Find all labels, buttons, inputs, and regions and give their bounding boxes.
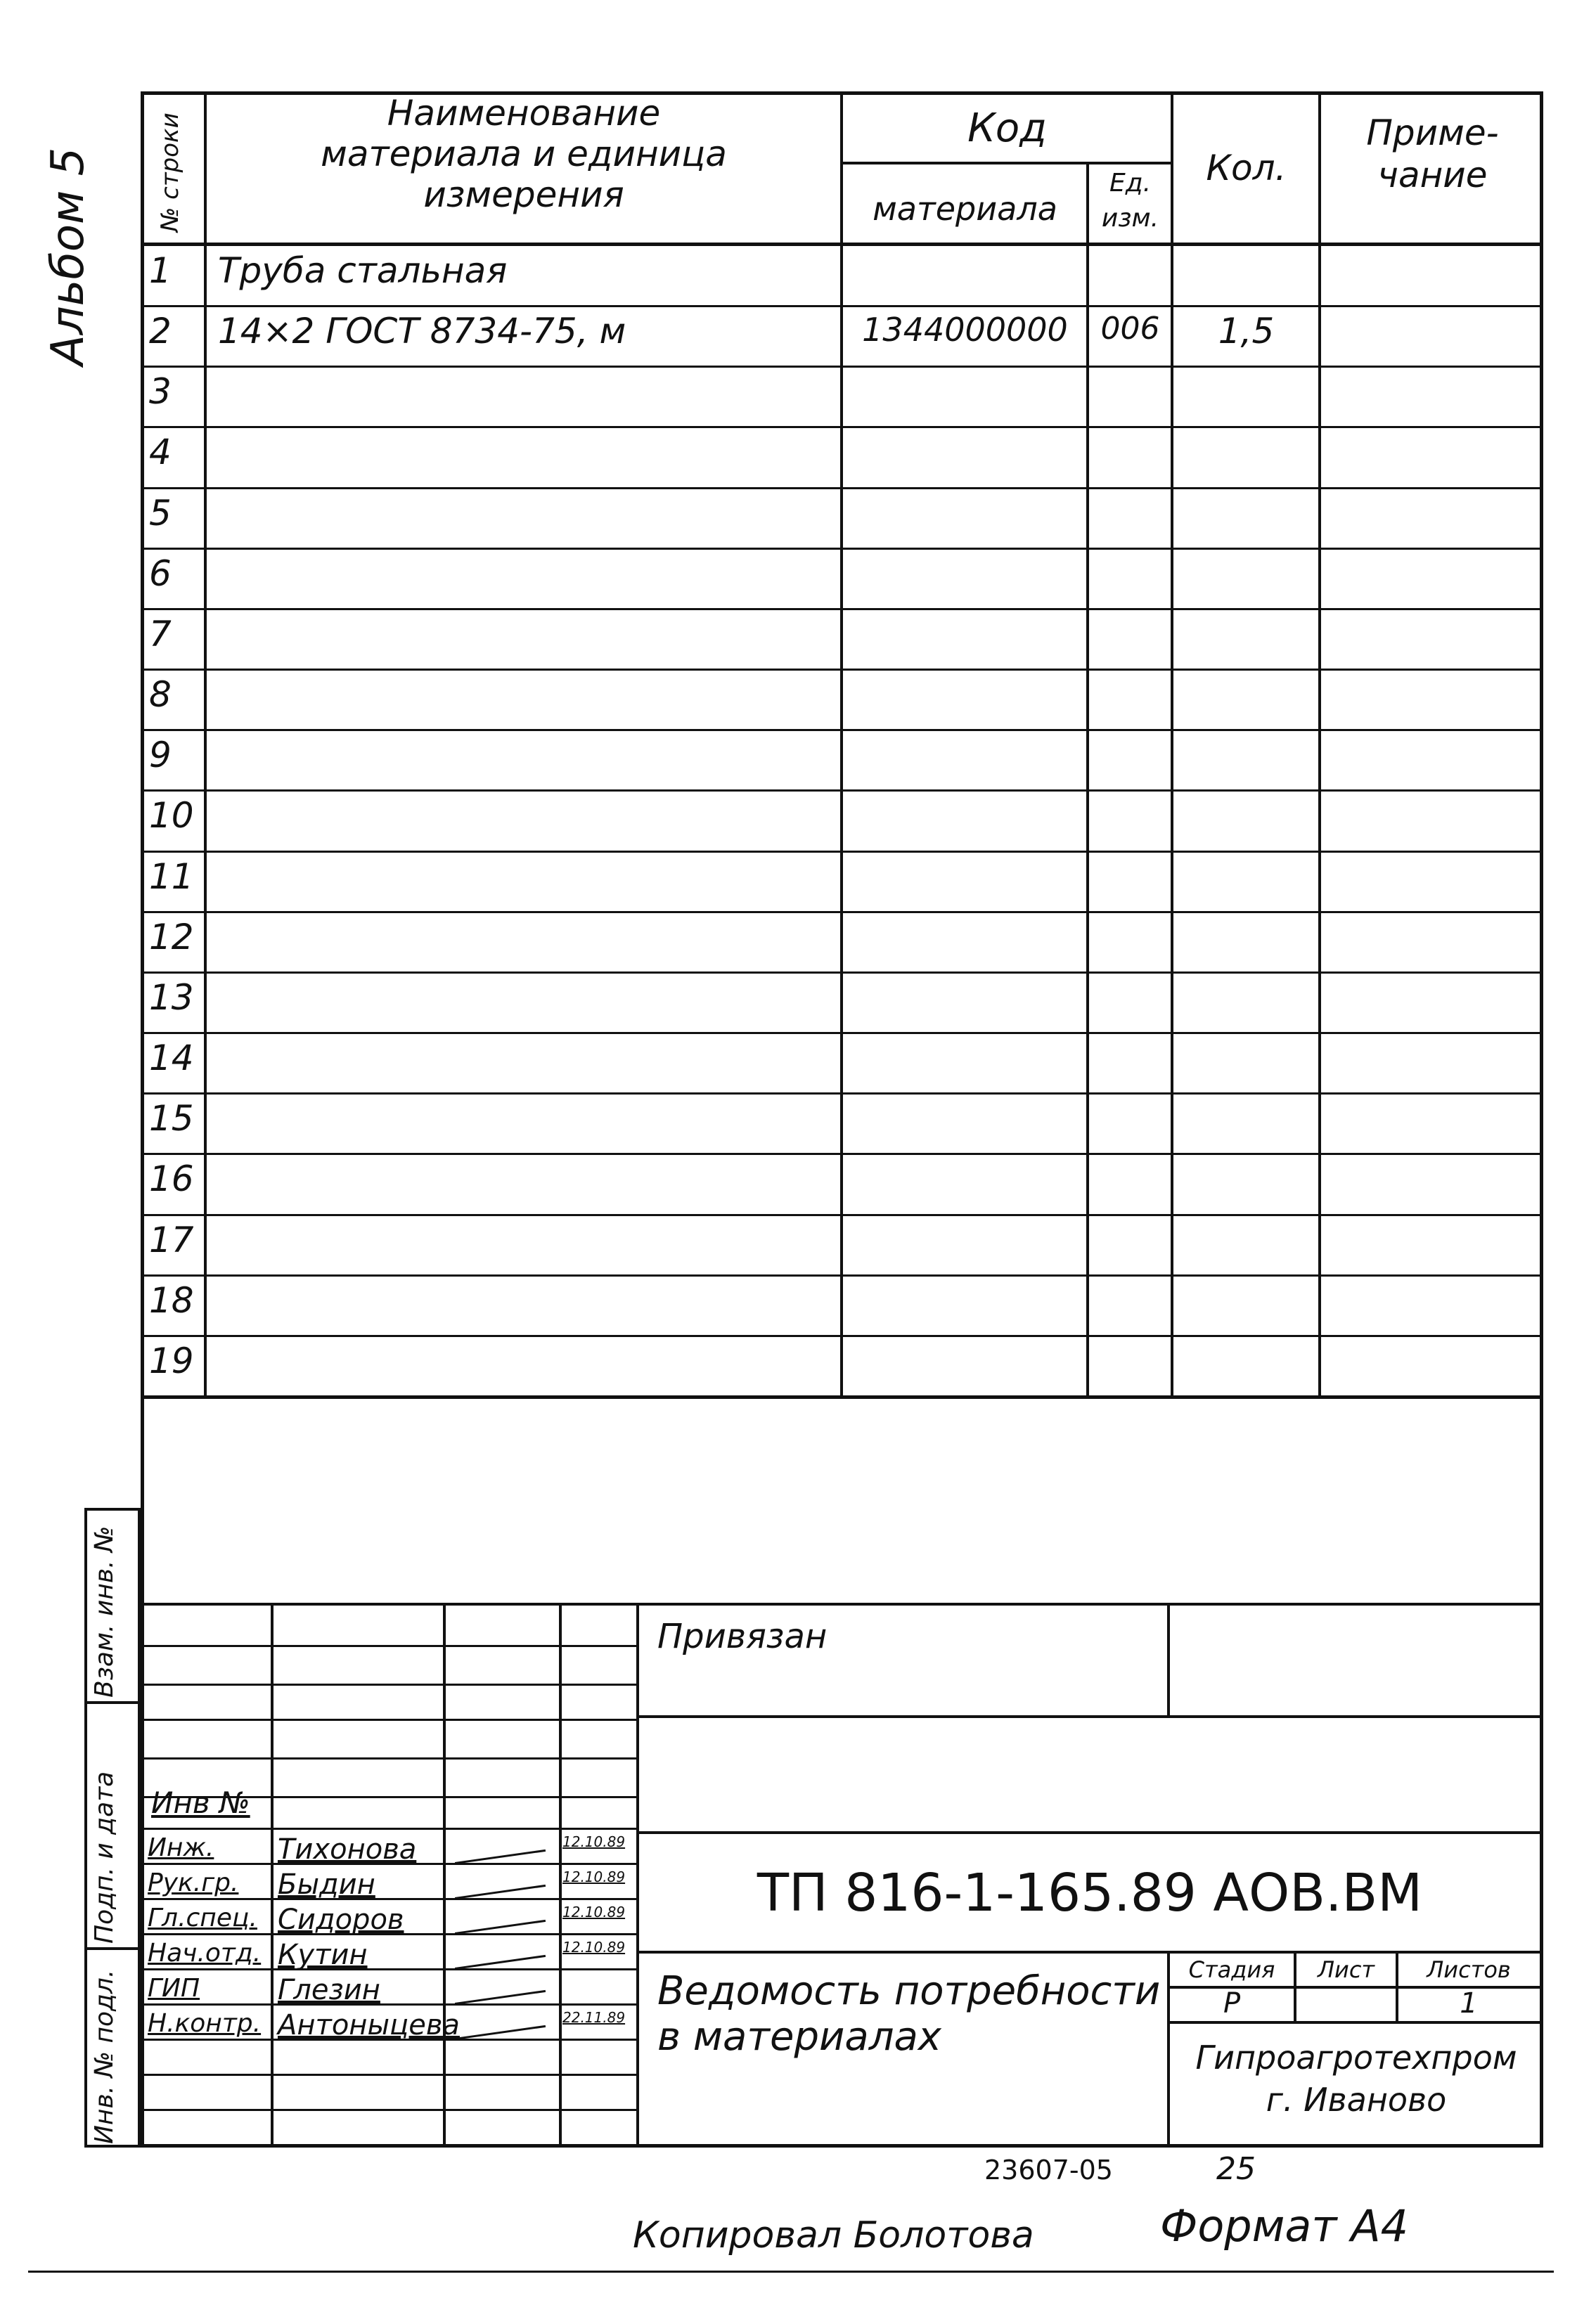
header-code-unit-l2: изм. bbox=[1101, 204, 1159, 233]
header-note-l1: Приме- bbox=[1366, 112, 1499, 153]
staff-role: Гл.спец. bbox=[148, 1904, 257, 1932]
bottom-rule bbox=[28, 2271, 1554, 2273]
privyazan-label: Привязан bbox=[657, 1617, 828, 1656]
header-name-l2: материала и единица bbox=[321, 134, 727, 174]
sheets-header: Листов bbox=[1427, 1956, 1511, 1983]
doc-title-l2: в материалах bbox=[657, 2014, 941, 2060]
signature-mark bbox=[453, 1904, 546, 1935]
staff-name: Глезин bbox=[278, 1974, 380, 2006]
side-label-podp: Подп. и дата bbox=[90, 1771, 119, 1944]
row-number: 15 bbox=[149, 1098, 194, 1140]
sheet-header: Лист bbox=[1317, 1956, 1375, 1983]
header-code: Код bbox=[967, 105, 1047, 151]
row-number: 17 bbox=[149, 1219, 194, 1260]
staff-role: ГИП bbox=[148, 1974, 200, 2003]
header-note-l2: чание bbox=[1377, 155, 1488, 195]
row-unit: 006 bbox=[1100, 311, 1160, 347]
row-number: 13 bbox=[149, 976, 194, 1018]
sheets-value: 1 bbox=[1460, 1987, 1478, 2020]
signature-mark bbox=[453, 1869, 546, 1899]
signature-mark bbox=[453, 1834, 546, 1864]
staff-date: 12.10.89 bbox=[562, 1833, 626, 1850]
org-city: г. Иваново bbox=[1266, 2081, 1447, 2119]
side-label-vzam: Взам. инв. № bbox=[90, 1525, 119, 1698]
row-number: 19 bbox=[149, 1340, 194, 1381]
footer-number-right: 25 bbox=[1216, 2151, 1256, 2187]
row-number: 6 bbox=[149, 553, 172, 594]
copied-by: Копировал Болотова bbox=[633, 2214, 1034, 2257]
org-name: Гипроагротехпром bbox=[1195, 2039, 1517, 2077]
row-number: 11 bbox=[149, 856, 194, 897]
staff-date: 12.10.89 bbox=[562, 1868, 626, 1885]
signature-mark bbox=[453, 1975, 546, 2005]
row-number: 7 bbox=[149, 613, 172, 654]
row-number: 5 bbox=[149, 492, 172, 534]
header-row-no: № строки bbox=[156, 112, 184, 232]
row-number: 9 bbox=[149, 735, 172, 776]
stage-header: Стадия bbox=[1188, 1956, 1275, 1983]
staff-name: Быдин bbox=[278, 1868, 375, 1901]
header-name-l1: Наименование bbox=[387, 93, 661, 134]
row-number: 1 bbox=[149, 250, 172, 291]
header-code-unit-l1: Ед. bbox=[1109, 169, 1152, 198]
inv-no-label: Инв № bbox=[151, 1786, 250, 1820]
row-number: 16 bbox=[149, 1158, 194, 1200]
row-number: 3 bbox=[149, 371, 172, 413]
side-label-inv: Инв. № подл. bbox=[90, 1969, 119, 2144]
header-name-l3: измерения bbox=[423, 174, 624, 215]
album-label: Альбом 5 bbox=[42, 147, 94, 366]
row-name: Труба стальная bbox=[218, 250, 508, 291]
row-name: 14×2 ГОСТ 8734-75, м bbox=[218, 311, 626, 352]
staff-role: Рук.гр. bbox=[148, 1868, 239, 1897]
row-number: 10 bbox=[149, 795, 194, 837]
staff-name: Кутин bbox=[278, 1939, 368, 1971]
staff-name: Тихонова bbox=[278, 1833, 417, 1866]
header-qty: Кол. bbox=[1206, 148, 1287, 188]
row-code: 1344000000 bbox=[862, 311, 1068, 349]
staff-name: Антоныцева bbox=[278, 2009, 460, 2041]
staff-role: Н.контр. bbox=[148, 2009, 262, 2038]
row-number: 12 bbox=[149, 916, 194, 957]
row-number: 18 bbox=[149, 1279, 194, 1321]
stage-value: Р bbox=[1223, 1987, 1241, 2020]
row-qty: 1,5 bbox=[1218, 311, 1275, 352]
staff-date: 12.10.89 bbox=[562, 1904, 626, 1920]
staff-role: Нач.отд. bbox=[148, 1939, 262, 1968]
staff-date: 22.11.89 bbox=[562, 2009, 626, 2026]
header-code-material: материала bbox=[873, 190, 1057, 228]
row-number: 14 bbox=[149, 1038, 194, 1079]
row-number: 2 bbox=[149, 311, 172, 352]
footer-number-left: 23607-05 bbox=[984, 2155, 1113, 2186]
signature-mark bbox=[453, 2010, 546, 2040]
staff-name: Сидоров bbox=[278, 1904, 404, 1936]
document-code: ТП 816-1-165.89 АОВ.ВМ bbox=[757, 1863, 1423, 1923]
row-number: 4 bbox=[149, 432, 172, 473]
doc-title-l1: Ведомость потребности bbox=[657, 1968, 1161, 2014]
staff-role: Инж. bbox=[148, 1833, 214, 1862]
signature-mark bbox=[453, 1939, 546, 1970]
format-label: Формат А4 bbox=[1160, 2200, 1409, 2252]
row-number: 8 bbox=[149, 674, 172, 716]
staff-date: 12.10.89 bbox=[562, 1939, 626, 1956]
